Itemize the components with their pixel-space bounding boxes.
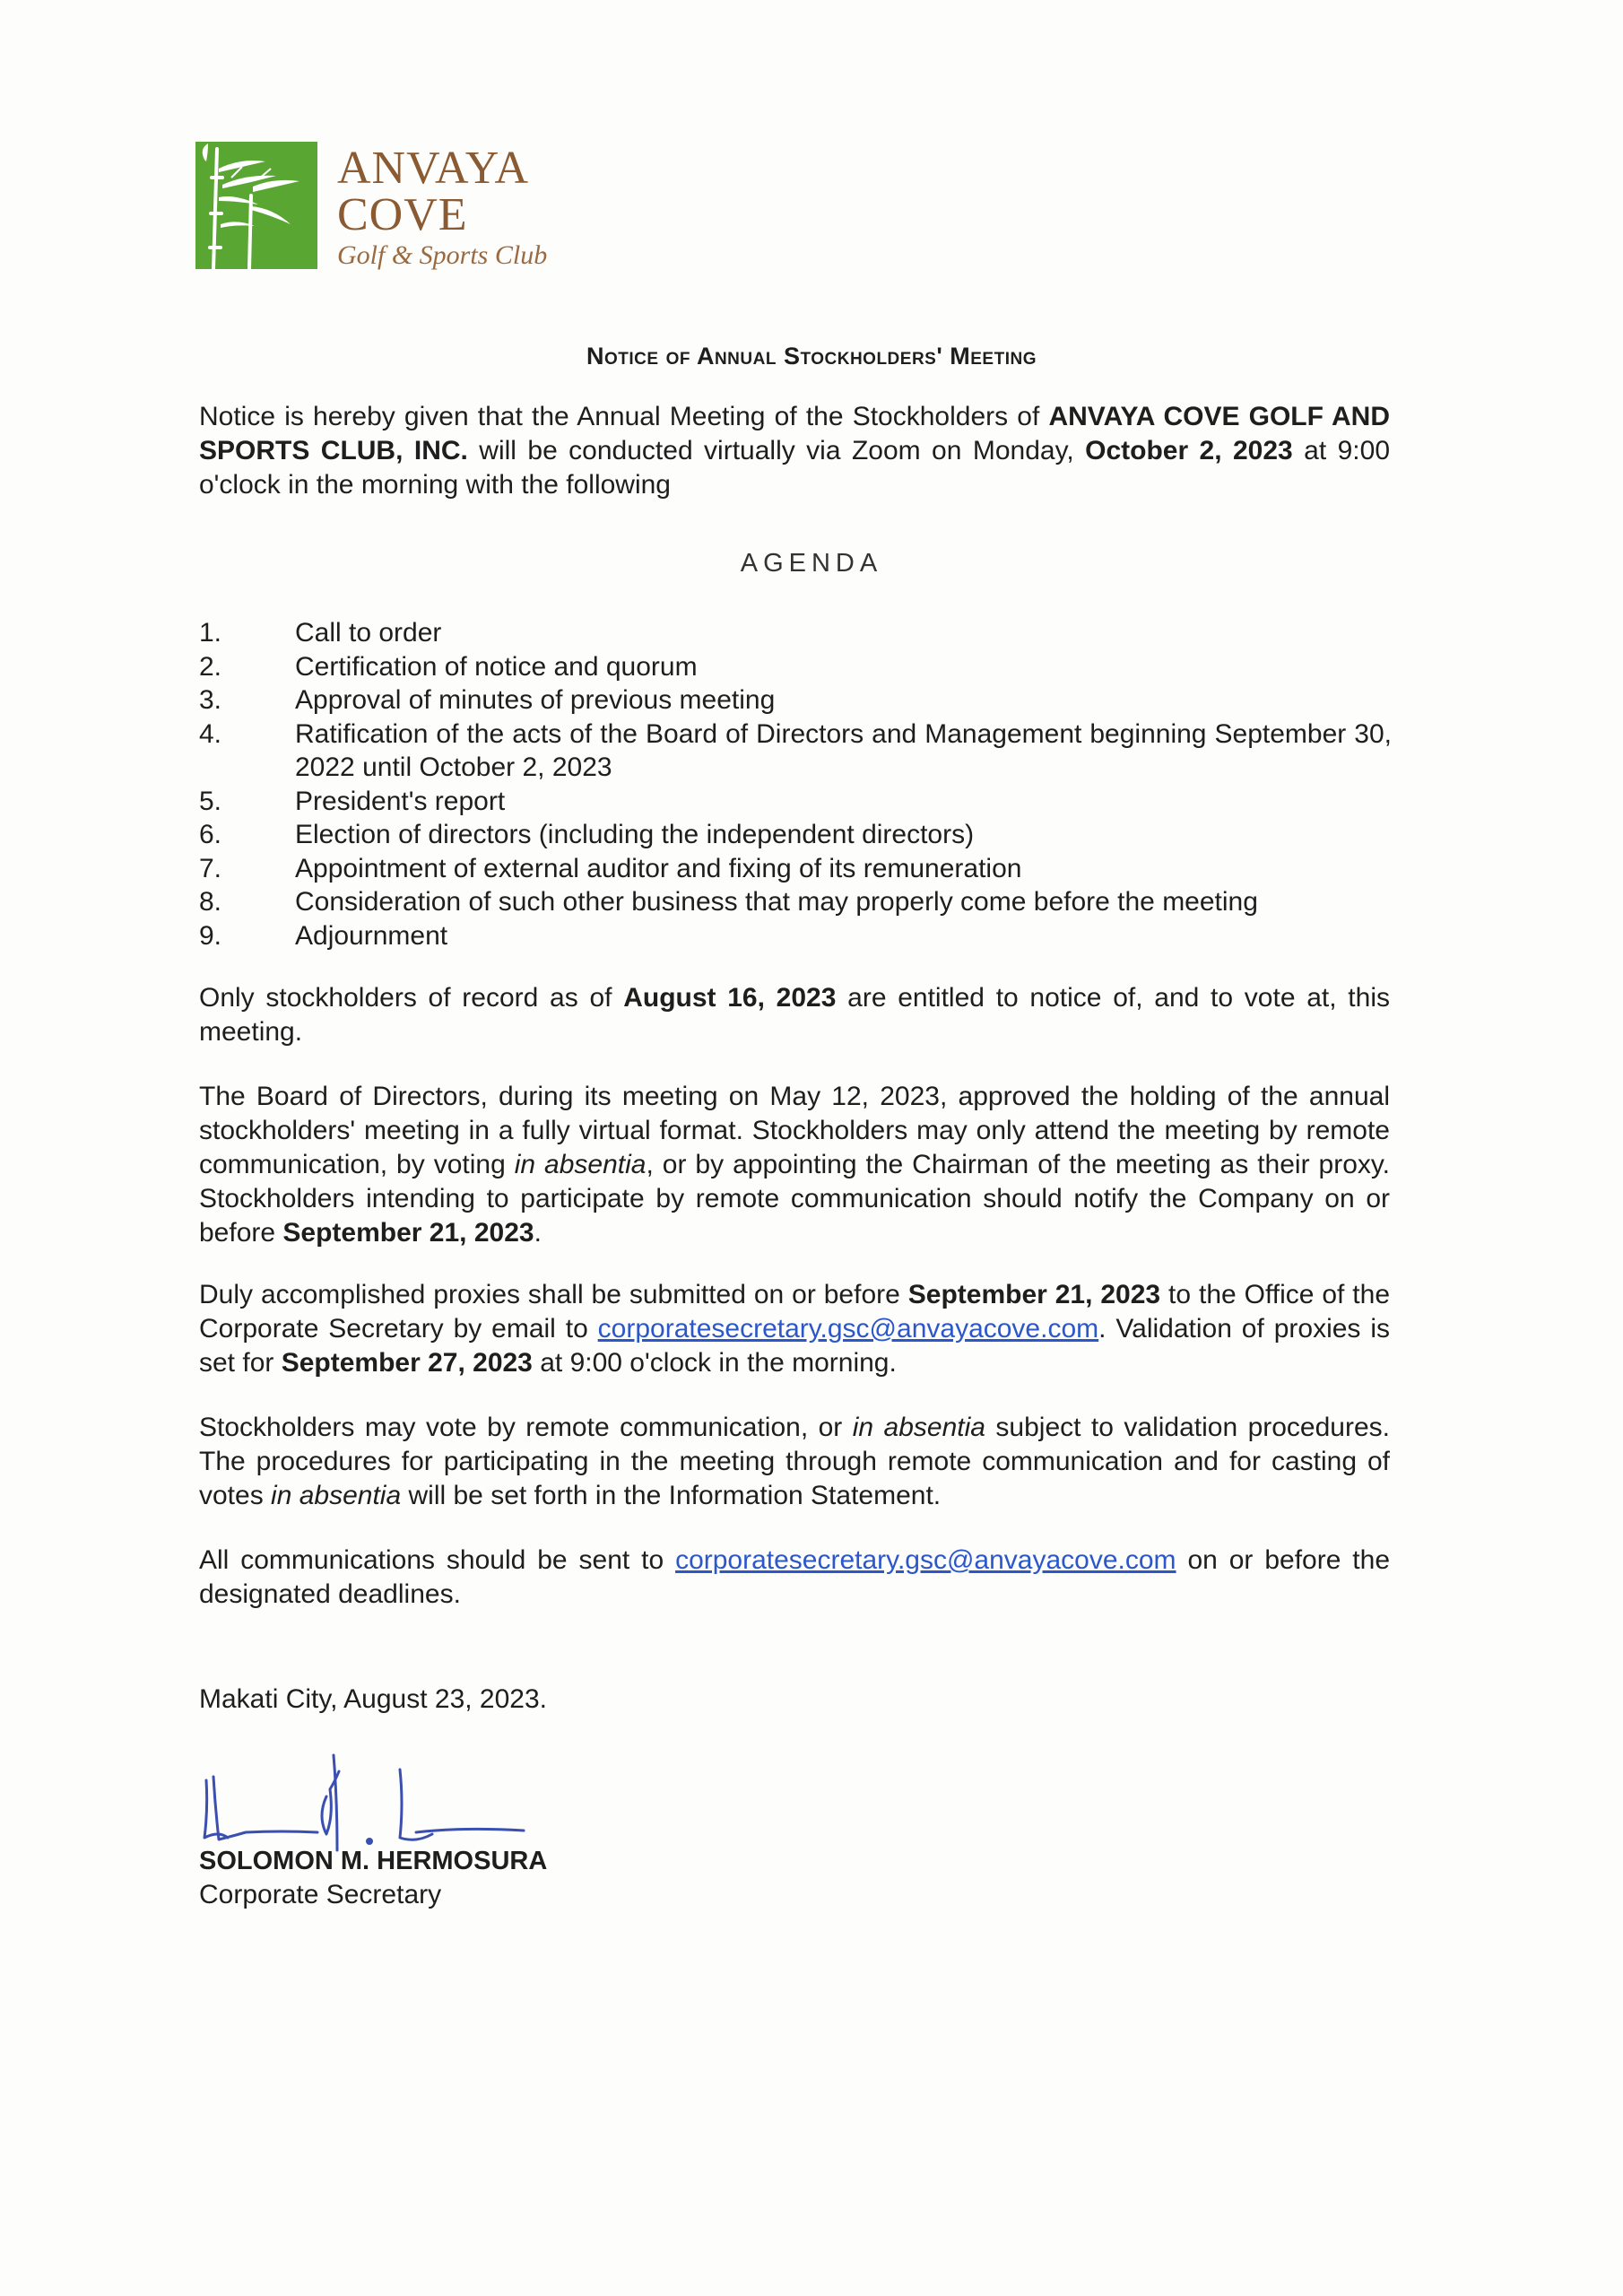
- agenda-item: 7. Appointment of external auditor and fixing of its remuneration: [199, 853, 1022, 883]
- agenda-item: 8. Consideration of such other business that may properly come before the meeting: [199, 887, 1258, 917]
- voting-paragraph: Stockholders may vote by remote communication, or in absentia subject to validation procedures. The procedures for participating in the meeting through remote communication and for casting of votes in absentia will be set forth in the Information Statement.: [199, 1413, 1391, 1510]
- validation-date: September 27, 2023: [281, 1348, 533, 1378]
- agenda-item: 9. Adjournment: [199, 920, 448, 951]
- agenda-item: 5. President's report: [199, 786, 506, 816]
- bamboo-logo-icon: [195, 142, 317, 269]
- agenda-list: [199, 616, 1392, 952]
- agenda-item: 6. Election of directors (including the independent directors): [199, 820, 975, 849]
- agenda-heading: AGENDA: [740, 549, 883, 578]
- signatory-title: Corporate Secretary: [199, 1880, 442, 1909]
- agenda-item: 1. Call to order: [199, 618, 442, 648]
- signatory-name: SOLOMON M. HERMOSURA: [199, 1847, 548, 1875]
- notify-deadline: September 21, 2023: [282, 1218, 534, 1248]
- secretary-email-link[interactable]: corporatesecretary.gsc@anvayacove.com: [597, 1314, 1099, 1344]
- logo-tagline: Golf & Sports Club: [337, 240, 548, 270]
- secretary-email-link[interactable]: corporatesecretary.gsc@anvayacove.com: [675, 1545, 1176, 1575]
- handwritten-signature: [192, 1744, 551, 1852]
- agenda-item: 4. Ratification of the acts of the Board of Directors and Management beginning September 30, 2022 until October 2, 2023: [199, 718, 1392, 782]
- logo-wordmark-line2: COVE: [337, 189, 468, 240]
- agenda-item: 3. Approval of minutes of previous meeting: [199, 685, 776, 715]
- logo-wordmark-line1: ANVAYA: [337, 143, 530, 194]
- notice-title: Notice of Annual Stockholders' Meeting: [586, 343, 1037, 370]
- meeting-date: October 2, 2023: [1085, 436, 1293, 465]
- record-date-paragraph: Only stockholders of record as of August 16, 2023 are entitled to notice of, and to vote at, this meeting.: [199, 983, 1390, 1047]
- intro-paragraph: Notice is hereby given that the Annual Meeting of the Stockholders of ANVAYA COVE GOLF AND SPORTS CLUB, INC. will be conducted virtually via Zoom on Monday, October 2, 2023 at 9:00 o'clock in the morning with the following: [199, 402, 1391, 500]
- proxies-paragraph: Duly accomplished proxies shall be submitted on or before September 21, 2023 to the Office of the Corporate Secretary by email to corporatesecretary.gsc@anvayacove.com. Validation of proxies is set for September 27, 2023 at 9:00 o'clock in the morning.: [199, 1280, 1391, 1378]
- agenda-item: 2. Certification of notice and quorum: [199, 651, 698, 682]
- place-and-date: Makati City, August 23, 2023.: [199, 1684, 547, 1714]
- board-paragraph: The Board of Directors, during its meeting on May 12, 2023, approved the holding of the annual stockholders' meeting in a fully virtual format. Stockholders may only attend the meeting by remote communication, by voting in absentia, or by appointing the Chairman of the meeting as their proxy. Stockholders intending to participate by remote communication should notify the Company on or before September 21, 2023.: [199, 1082, 1390, 1248]
- club-logo: [195, 142, 572, 276]
- company-name: ANVAYA COVE GOLF AND SPORTS CLUB, INC.: [199, 402, 1391, 465]
- record-date: August 16, 2023: [623, 983, 837, 1013]
- proxy-deadline: September 21, 2023: [907, 1280, 1161, 1309]
- communications-paragraph: All communications should be sent to corporatesecretary.gsc@anvayacove.com on or before the designated deadlines.: [199, 1545, 1390, 1609]
